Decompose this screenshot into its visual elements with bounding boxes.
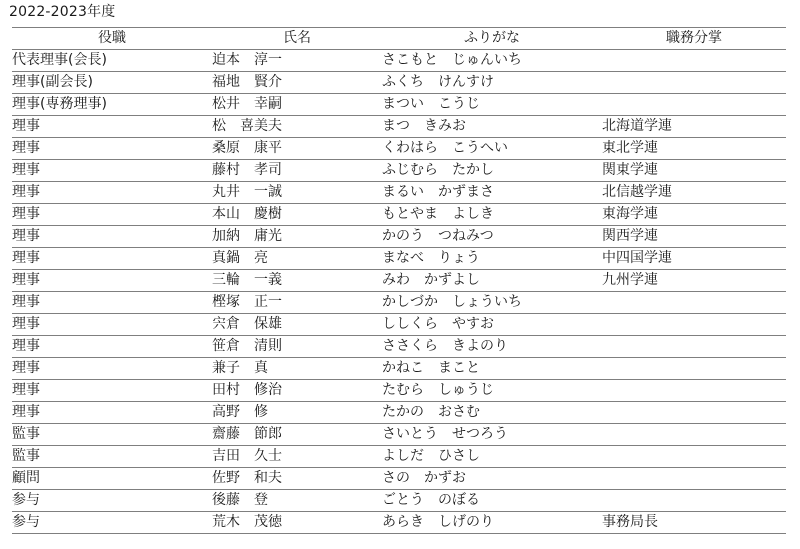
cell-role: 監事	[12, 446, 212, 468]
cell-duty	[602, 490, 786, 512]
cell-name: 三輪 一義	[212, 270, 382, 292]
table-row	[12, 138, 786, 160]
cell-duty: 関東学連	[602, 160, 786, 182]
cell-role: 理事	[12, 292, 212, 314]
cell-duty: 東北学連	[602, 138, 786, 160]
cell-duty: 関西学連	[602, 226, 786, 248]
cell-kana: あらき しげのり	[382, 512, 602, 534]
cell-name: 藤村 孝司	[212, 160, 382, 182]
table-row	[12, 336, 786, 358]
cell-duty	[602, 50, 786, 72]
cell-role: 理事	[12, 226, 212, 248]
table-row	[12, 314, 786, 336]
cell-role: 理事	[12, 314, 212, 336]
table-row	[12, 380, 786, 402]
cell-name: 齋藤 節郎	[212, 424, 382, 446]
cell-duty	[602, 424, 786, 446]
table-row	[12, 446, 786, 468]
cell-kana: さの かずお	[382, 468, 602, 490]
cell-role: 理事	[12, 204, 212, 226]
table-row	[12, 512, 786, 534]
table-row	[12, 160, 786, 182]
cell-name: 真鍋 亮	[212, 248, 382, 270]
cell-name: 迫本 淳一	[212, 50, 382, 72]
header-row	[12, 28, 786, 50]
cell-kana: かしづか しょういち	[382, 292, 602, 314]
cell-name: 樫塚 正一	[212, 292, 382, 314]
cell-kana: かねこ まこと	[382, 358, 602, 380]
cell-duty: 東海学連	[602, 204, 786, 226]
cell-name: 福地 賢介	[212, 72, 382, 94]
cell-duty	[602, 292, 786, 314]
table-row	[12, 50, 786, 72]
cell-name: 桑原 康平	[212, 138, 382, 160]
cell-name: 高野 修	[212, 402, 382, 424]
cell-duty: 中四国学連	[602, 248, 786, 270]
cell-role: 理事	[12, 380, 212, 402]
cell-name: 宍倉 保雄	[212, 314, 382, 336]
cell-kana: さいとう せつろう	[382, 424, 602, 446]
cell-role: 理事	[12, 402, 212, 424]
cell-name: 笹倉 清則	[212, 336, 382, 358]
table-body	[12, 50, 786, 534]
table-row	[12, 358, 786, 380]
header-name: 氏名	[212, 28, 382, 50]
cell-kana: ごとう のぼる	[382, 490, 602, 512]
cell-role: 参与	[12, 490, 212, 512]
header-role: 役職	[12, 28, 212, 50]
header-duty: 職務分掌	[602, 28, 786, 50]
cell-role: 理事(副会長)	[12, 72, 212, 94]
table-row	[12, 72, 786, 94]
cell-kana: たむら しゅうじ	[382, 380, 602, 402]
table-row	[12, 204, 786, 226]
cell-duty	[602, 468, 786, 490]
table-row	[12, 468, 786, 490]
table-row	[12, 116, 786, 138]
table-row	[12, 270, 786, 292]
cell-kana: さこもと じゅんいち	[382, 50, 602, 72]
cell-kana: まつ きみお	[382, 116, 602, 138]
cell-role: 理事	[12, 358, 212, 380]
cell-kana: ふくち けんすけ	[382, 72, 602, 94]
cell-name: 松 喜美夫	[212, 116, 382, 138]
table-row	[12, 182, 786, 204]
table-row	[12, 490, 786, 512]
cell-name: 荒木 茂徳	[212, 512, 382, 534]
cell-kana: まるい かずまさ	[382, 182, 602, 204]
cell-kana: ささくら きよのり	[382, 336, 602, 358]
cell-role: 顧問	[12, 468, 212, 490]
cell-kana: たかの おさむ	[382, 402, 602, 424]
cell-kana: かのう つねみつ	[382, 226, 602, 248]
cell-role: 理事	[12, 160, 212, 182]
cell-duty	[602, 94, 786, 116]
cell-role: 理事	[12, 116, 212, 138]
cell-name: 本山 慶樹	[212, 204, 382, 226]
cell-duty	[602, 380, 786, 402]
cell-role: 理事	[12, 182, 212, 204]
cell-name: 佐野 和夫	[212, 468, 382, 490]
cell-duty	[602, 314, 786, 336]
cell-role: 理事	[12, 270, 212, 292]
cell-duty: 事務局長	[602, 512, 786, 534]
cell-role: 理事	[12, 336, 212, 358]
cell-duty: 北信越学連	[602, 182, 786, 204]
cell-name: 吉田 久士	[212, 446, 382, 468]
cell-name: 松井 幸嗣	[212, 94, 382, 116]
cell-kana: もとやま よしき	[382, 204, 602, 226]
header-kana: ふりがな	[382, 28, 602, 50]
cell-role: 代表理事(会長)	[12, 50, 212, 72]
cell-duty: 九州学連	[602, 270, 786, 292]
cell-kana: くわはら こうへい	[382, 138, 602, 160]
cell-role: 理事	[12, 138, 212, 160]
cell-role: 理事(専務理事)	[12, 94, 212, 116]
cell-name: 田村 修治	[212, 380, 382, 402]
cell-kana: まなべ りょう	[382, 248, 602, 270]
cell-duty	[602, 446, 786, 468]
cell-name: 兼子 真	[212, 358, 382, 380]
cell-kana: まつい こうじ	[382, 94, 602, 116]
page-title: 2022-2023年度	[9, 4, 116, 20]
table-row	[12, 424, 786, 446]
cell-kana: ふじむら たかし	[382, 160, 602, 182]
cell-name: 丸井 一誠	[212, 182, 382, 204]
cell-duty	[602, 402, 786, 424]
cell-kana: よしだ ひさし	[382, 446, 602, 468]
cell-role: 監事	[12, 424, 212, 446]
cell-duty: 北海道学連	[602, 116, 786, 138]
table-row	[12, 94, 786, 116]
cell-role: 参与	[12, 512, 212, 534]
table-row	[12, 292, 786, 314]
cell-role: 理事	[12, 248, 212, 270]
cell-duty	[602, 358, 786, 380]
cell-duty	[602, 336, 786, 358]
cell-duty	[602, 72, 786, 94]
officer-table	[12, 27, 786, 534]
table-row	[12, 248, 786, 270]
table-row	[12, 226, 786, 248]
cell-kana: みわ かずよし	[382, 270, 602, 292]
cell-name: 加納 庸光	[212, 226, 382, 248]
table-row	[12, 402, 786, 424]
cell-name: 後藤 登	[212, 490, 382, 512]
cell-kana: ししくら やすお	[382, 314, 602, 336]
